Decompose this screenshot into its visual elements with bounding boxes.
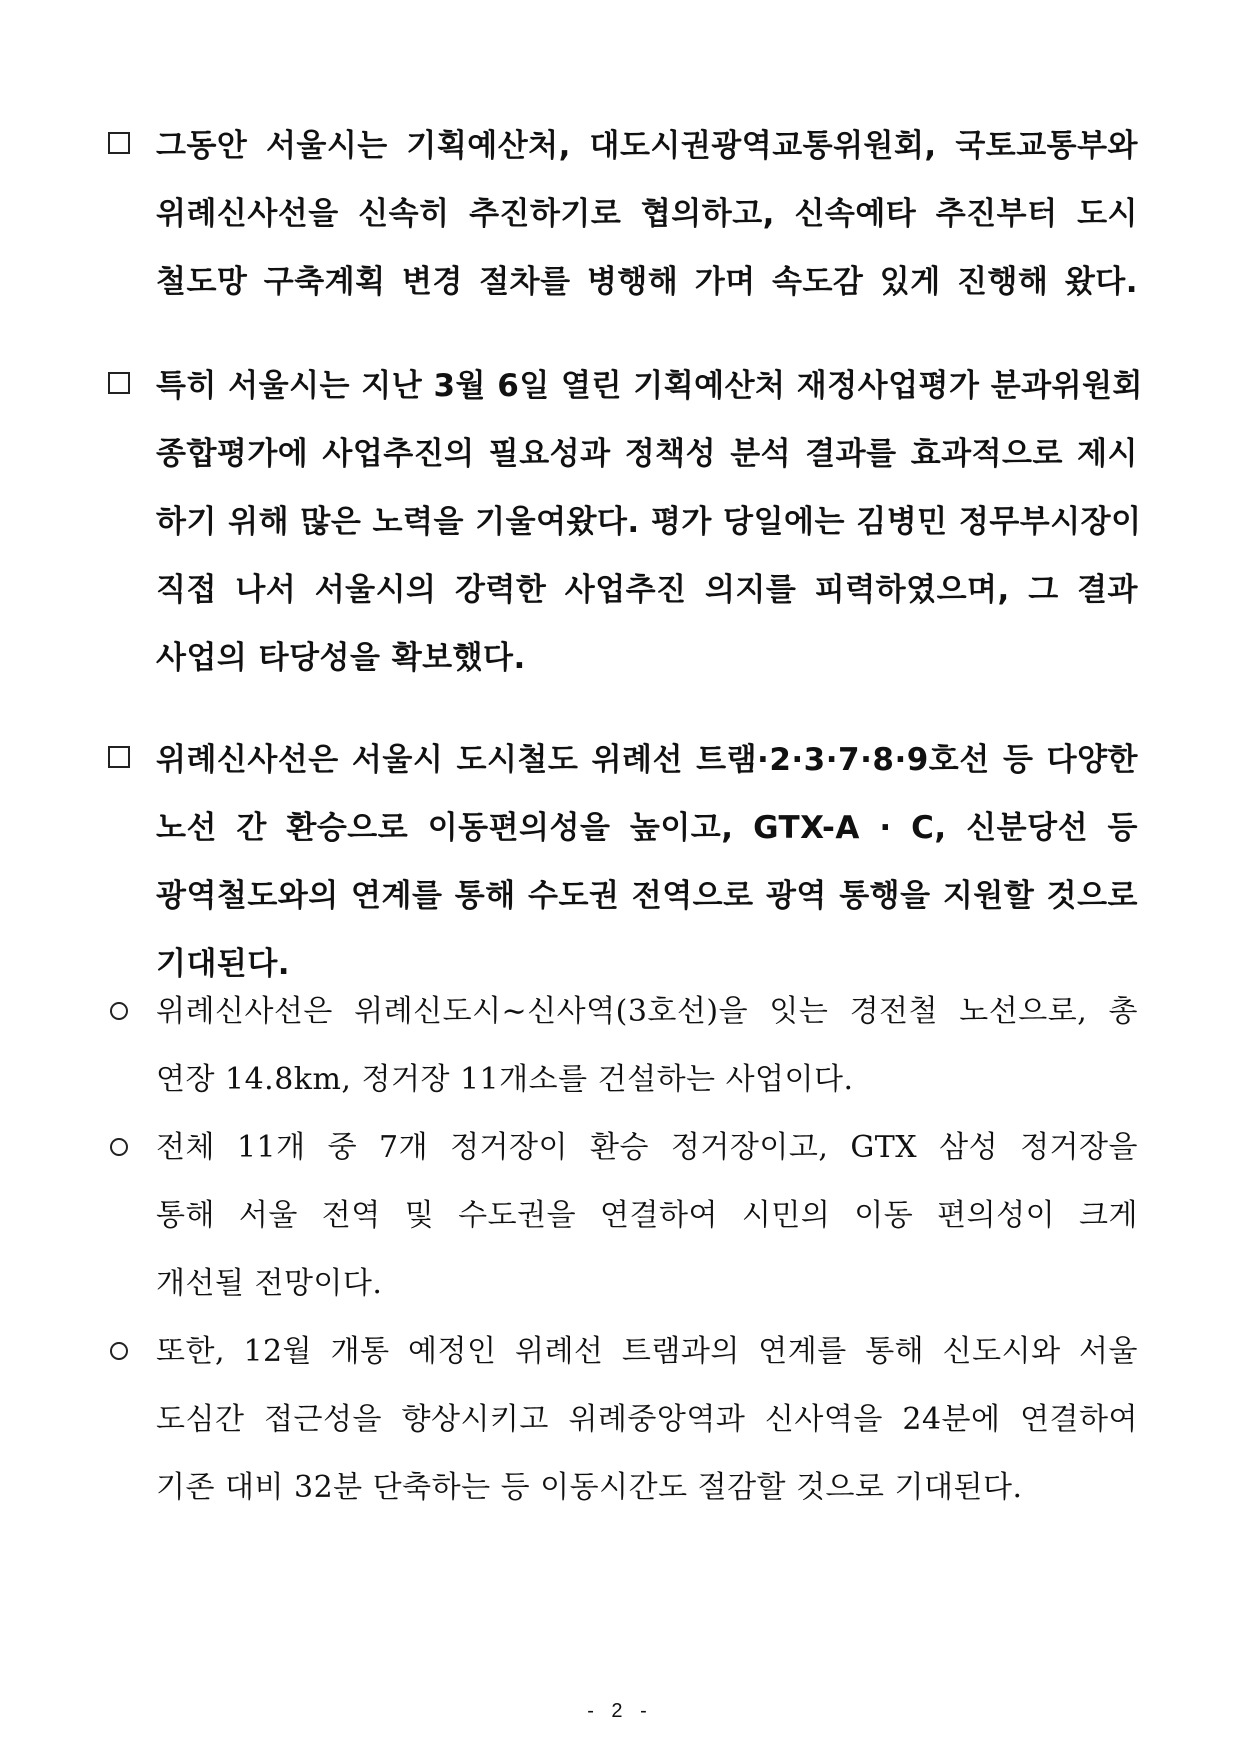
paragraph-line: 기대된다. xyxy=(156,946,291,982)
paragraph-line: 직접 나서 서울시의 강력한 사업추진 의지를 피력하였으며, 그 결과 xyxy=(156,572,1138,608)
bullet-3 xyxy=(108,1330,1138,1534)
paragraph-line: 특히 서울시는 지난 3월 6일 열린 기획예산처 재정사업평가 분과위원회 xyxy=(156,368,1143,404)
bullet-line: 전체 11개 중 7개 정거장이 환승 정거장이고, GTX 삼성 정거장을 xyxy=(156,1130,1138,1165)
bullet-line: 통해 서울 전역 및 수도권을 연결하여 시민의 이동 편의성이 크게 xyxy=(156,1198,1138,1233)
bullet-line: 연장 14.8km, 정거장 11개소를 건설하는 사업이다. xyxy=(156,1062,854,1097)
paragraph-line: 위례신사선은 서울시 도시철도 위례선 트램·2·3·7·8·9호선 등 다양한 xyxy=(156,742,1138,778)
paragraph-line: 노선 간 환승으로 이동편의성을 높이고, GTX-A · C, 신분당선 등 xyxy=(156,810,1138,846)
paragraph-line: 철도망 구축계획 변경 절차를 병행해 가며 속도감 있게 진행해 왔다. xyxy=(156,264,1138,300)
paragraph-1 xyxy=(108,124,1138,328)
bullet-line: 도심간 접근성을 향상시키고 위례중앙역과 신사역을 24분에 연결하여 xyxy=(156,1402,1138,1437)
paragraph-line: 종합평가에 사업추진의 필요성과 정책성 분석 결과를 효과적으로 제시 xyxy=(156,436,1138,472)
paragraph-line: 하기 위해 많은 노력을 기울여왔다. 평가 당일에는 김병민 정무부시장이 xyxy=(156,504,1142,540)
paragraph-line: 사업의 타당성을 확보했다. xyxy=(156,640,526,676)
checkbox-square-icon xyxy=(108,132,130,154)
checkbox-square-icon xyxy=(108,372,130,394)
bullet-1 xyxy=(108,990,1138,1126)
bullet-2 xyxy=(108,1126,1138,1330)
paragraph-line: 위례신사선을 신속히 추진하기로 협의하고, 신속예타 추진부터 도시 xyxy=(156,196,1138,232)
page-number: - 2 - xyxy=(587,1700,653,1722)
circle-bullet-icon xyxy=(110,1002,128,1020)
paragraph-line: 그동안 서울시는 기획예산처, 대도시권광역교통위원회, 국토교통부와 xyxy=(156,128,1138,164)
circle-bullet-icon xyxy=(110,1342,128,1360)
bullet-line: 또한, 12월 개통 예정인 위례선 트램과의 연계를 통해 신도시와 서울 xyxy=(156,1334,1138,1369)
paragraph-line: 광역철도와의 연계를 통해 수도권 전역으로 광역 통행을 지원할 것으로 xyxy=(156,878,1138,914)
bullet-line: 위례신사선은 위례신도시∼신사역(3호선)을 잇는 경전철 노선으로, 총 xyxy=(156,994,1138,1029)
circle-bullet-icon xyxy=(110,1138,128,1156)
checkbox-square-icon xyxy=(108,746,130,768)
paragraph-3 xyxy=(108,738,1138,1010)
bullet-line: 기존 대비 32분 단축하는 등 이동시간도 절감할 것으로 기대된다. xyxy=(156,1470,1023,1505)
paragraph-2 xyxy=(108,364,1143,704)
bullet-line: 개선될 전망이다. xyxy=(156,1266,383,1301)
